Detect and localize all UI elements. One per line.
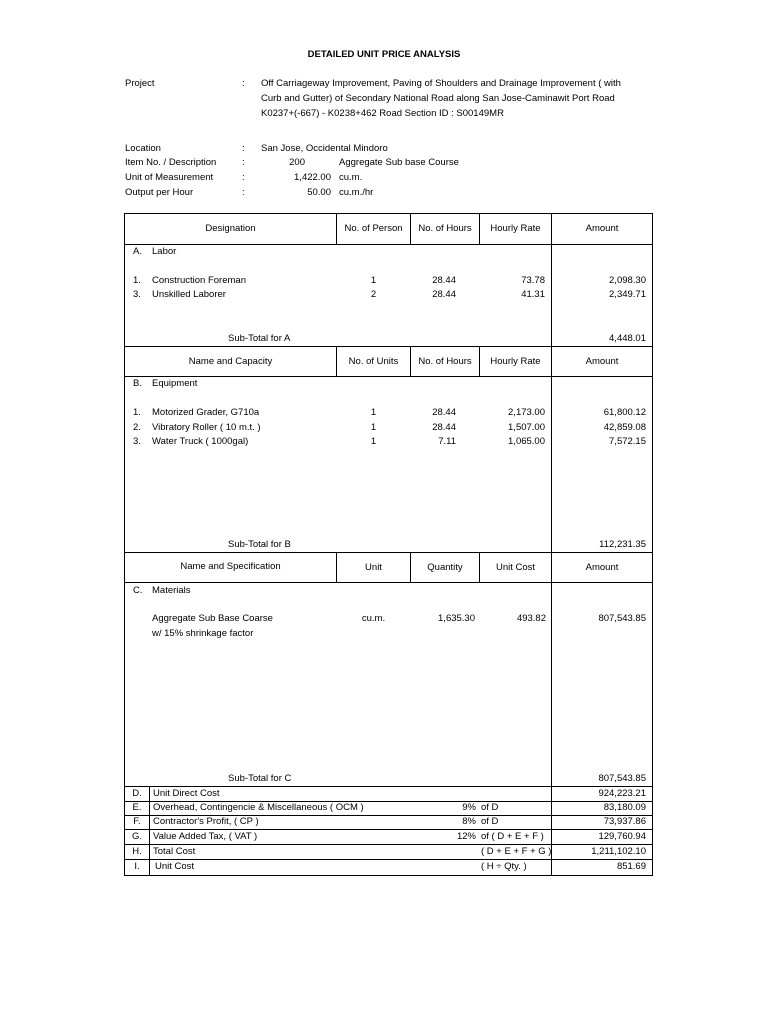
location-label: Location	[125, 143, 161, 154]
row-units: 1	[370, 407, 377, 418]
header-designation: Designation	[205, 223, 256, 234]
header-hourly-rate: Hourly Rate	[490, 356, 541, 367]
table-rule	[124, 582, 653, 583]
summary-basis: of D	[481, 816, 499, 827]
material-unit-cost: 493.82	[516, 613, 546, 624]
summary-basis: of ( D + E + F )	[481, 831, 544, 842]
summary-amount: 851.69	[616, 861, 646, 872]
subtotal-label: Sub-Total for C	[228, 773, 292, 784]
row-name: Motorized Grader, G710a	[152, 407, 260, 418]
table-rule	[124, 376, 653, 377]
summary-label: Value Added Tax, ( VAT )	[153, 831, 258, 842]
header-amount: Amount	[585, 356, 619, 367]
row-number: 1.	[133, 407, 141, 418]
section-letter: A.	[133, 246, 142, 257]
item-description: Aggregate Sub base Course	[339, 157, 459, 168]
location-value: San Jose, Occidental Mindoro	[261, 143, 388, 154]
output-value: 50.00	[307, 187, 331, 198]
table-border-bottom	[124, 875, 653, 876]
colon: :	[242, 143, 245, 154]
colon: :	[242, 172, 245, 183]
summary-letter: I.	[134, 861, 140, 872]
row-number: 2.	[133, 422, 141, 433]
table-rule	[124, 244, 653, 245]
row-rate: 41.31	[521, 289, 545, 300]
material-spec: w/ 15% shrinkage factor	[152, 628, 254, 639]
table-border-top	[124, 213, 653, 214]
summary-amount: 129,760.94	[598, 831, 646, 842]
row-hours: 7.11	[438, 436, 456, 447]
table-rule	[124, 786, 653, 787]
summary-letter: E.	[132, 802, 142, 813]
row-rate: 1,065.00	[508, 436, 545, 447]
subtotal-label: Sub-Total for A	[228, 333, 291, 344]
subtotal-amount: 112,231.35	[599, 539, 646, 550]
project-label: Project	[125, 78, 155, 89]
row-rate: 73.78	[521, 275, 545, 286]
summary-basis: of D	[481, 802, 499, 813]
summary-amount: 73,937.86	[603, 816, 646, 827]
item-label: Item No. / Description	[125, 157, 217, 168]
row-rate: 2,173.00	[508, 407, 545, 418]
row-number: 3.	[133, 289, 141, 300]
row-amount: 2,349.71	[609, 289, 646, 300]
header-amount: Amount	[585, 562, 619, 573]
summary-letter: F.	[133, 816, 141, 827]
summary-label: Overhead, Contingencie & Miscellaneous ( OCM )	[153, 802, 364, 813]
uom-label: Unit of Measurement	[125, 172, 214, 183]
project-line-2: Curb and Gutter) of Secondary National Road along San Jose-Caminawit Port Road	[261, 93, 615, 104]
table-rule	[124, 552, 653, 553]
colon: :	[242, 157, 245, 168]
section-label: Materials	[152, 585, 191, 596]
row-name: Construction Foreman	[152, 275, 246, 286]
material-unit: cu.m.	[361, 613, 386, 624]
colon: :	[242, 78, 245, 89]
row-hours: 28.44	[432, 407, 456, 418]
header-no-of-hours: No. of Hours	[418, 356, 472, 367]
section-label: Labor	[152, 246, 177, 257]
uom-unit: cu.m.	[339, 172, 363, 183]
row-hours: 28.44	[432, 275, 456, 286]
project-line-1: Off Carriageway Improvement, Paving of Shoulders and Drainage Improvement ( with	[261, 78, 621, 89]
row-number: 3.	[133, 436, 141, 447]
summary-percent: 12%	[456, 831, 476, 842]
summary-amount: 83,180.09	[603, 802, 646, 813]
section-label: Equipment	[152, 378, 198, 389]
summary-letter: D.	[132, 788, 142, 799]
row-name: Unskilled Laborer	[152, 289, 226, 300]
table-border-left	[124, 213, 125, 875]
row-persons: 2	[370, 289, 377, 300]
material-quantity: 1,635.30	[438, 613, 475, 624]
table-rule	[124, 829, 653, 830]
header-name-capacity: Name and Capacity	[188, 356, 273, 367]
summary-amount: 1,211,102.10	[591, 846, 646, 857]
header-unit-cost: Unit Cost	[495, 562, 536, 573]
header-quantity: Quantity	[427, 562, 463, 573]
row-amount: 2,098.30	[609, 275, 646, 286]
row-amount: 42,859.08	[603, 422, 646, 433]
row-name: Vibratory Roller ( 10 m.t. )	[152, 422, 261, 433]
subtotal-label: Sub-Total for B	[228, 539, 291, 550]
header-unit: Unit	[365, 562, 382, 573]
subtotal-amount: 807,543.85	[598, 773, 646, 784]
table-rule	[124, 346, 653, 347]
summary-label: Unit Direct Cost	[153, 788, 220, 799]
header-no-of-hours: No. of Hours	[418, 223, 472, 234]
summary-percent: 8%	[462, 816, 476, 827]
row-hours: 28.44	[432, 289, 456, 300]
summary-basis: ( H ÷ Qty. )	[481, 861, 527, 872]
header-hourly-rate: Hourly Rate	[490, 223, 541, 234]
row-amount: 7,572.15	[609, 436, 646, 447]
uom-value: 1,422.00	[294, 172, 331, 183]
output-unit: cu.m./hr	[339, 187, 374, 198]
row-rate: 1,507.00	[508, 422, 545, 433]
row-hours: 28.44	[432, 422, 456, 433]
section-letter: C.	[133, 585, 143, 596]
row-units: 1	[370, 422, 377, 433]
material-amount: 807,543.85	[598, 613, 646, 624]
section-letter: B.	[133, 378, 142, 389]
summary-label: Total Cost	[153, 846, 196, 857]
row-name: Water Truck ( 1000gal)	[152, 436, 249, 447]
letter-col-rule	[149, 786, 150, 875]
row-number: 1.	[133, 275, 141, 286]
header-no-of-person: No. of Person	[344, 223, 403, 234]
header-amount: Amount	[585, 223, 619, 234]
summary-label: Contractor's Profit, ( CP )	[153, 816, 259, 827]
summary-letter: H.	[132, 846, 142, 857]
header-name-specification: Name and Specification	[180, 561, 281, 572]
header-no-of-units: No. of Units	[348, 356, 399, 367]
colon: :	[242, 187, 245, 198]
table-rule	[124, 844, 653, 845]
subtotal-amount: 4,448.01	[609, 333, 646, 344]
summary-letter: G.	[131, 831, 143, 842]
summary-percent: 9%	[462, 802, 476, 813]
row-amount: 61,800.12	[603, 407, 646, 418]
row-persons: 1	[370, 275, 377, 286]
row-units: 1	[370, 436, 377, 447]
table-border-right	[652, 213, 653, 875]
summary-basis: ( D + E + F + G )	[481, 846, 552, 857]
material-name: Aggregate Sub Base Coarse	[152, 613, 273, 624]
table-rule	[124, 859, 653, 860]
item-number: 200	[289, 157, 305, 168]
output-label: Output per Hour	[125, 187, 194, 198]
summary-label: Unit Cost	[155, 861, 195, 872]
summary-amount: 924,223.21	[598, 788, 646, 799]
page-title: DETAILED UNIT PRICE ANALYSIS	[307, 49, 461, 60]
project-line-3: K0237+(-667) - K0238+462 Road Section ID : S00149MR	[261, 108, 504, 119]
